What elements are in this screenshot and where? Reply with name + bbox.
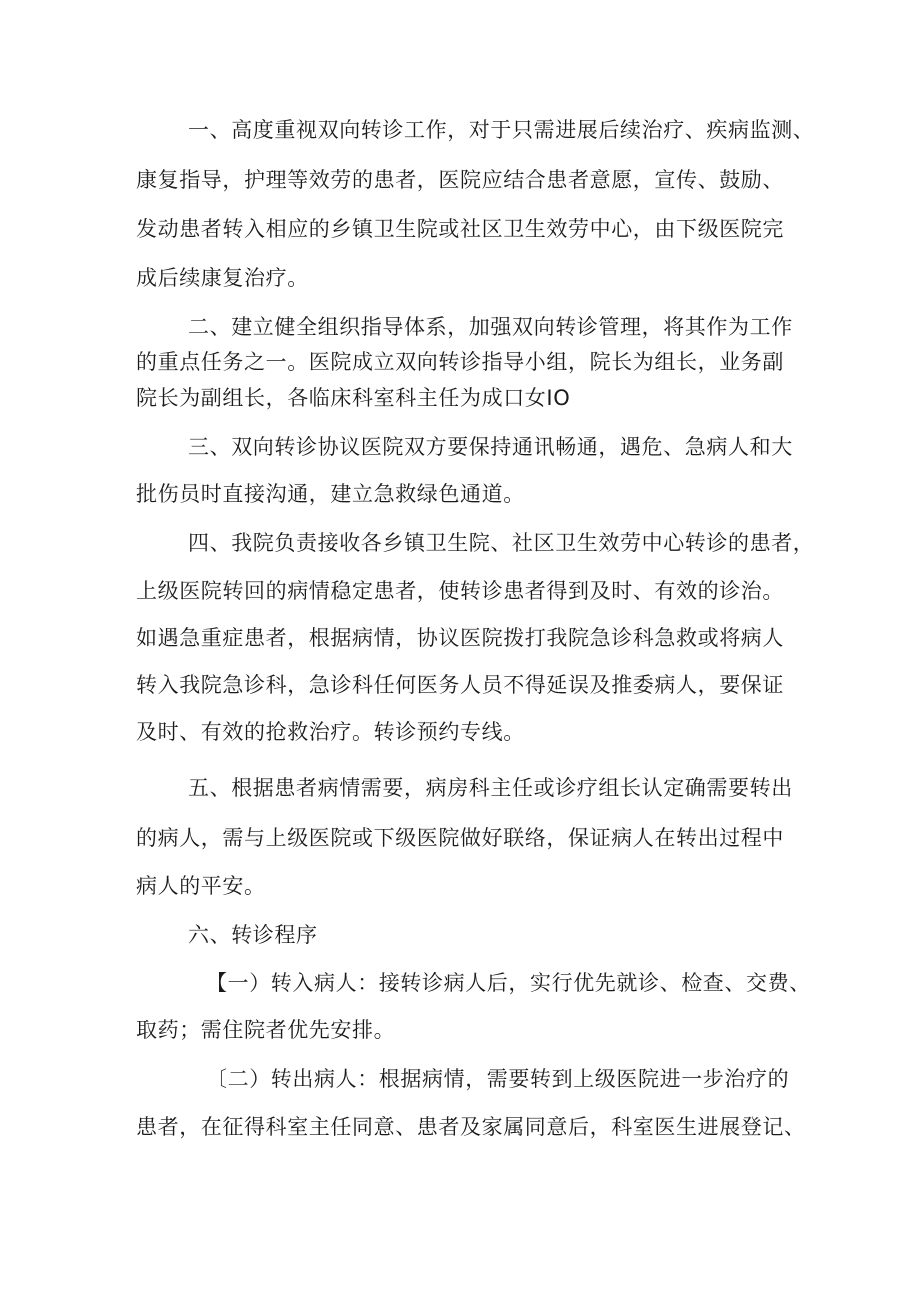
text-line: 病人的平安。 — [136, 874, 266, 898]
text-line: 上级医院转回的病情稳定患者，使转诊患者得到及时、有效的诊治。 — [136, 579, 784, 603]
text-line: 四、我院负责接收各乡镇卫生院、社区卫生效劳中心转诊的患者， — [188, 531, 815, 555]
text-line: 一、高度重视双向转诊工作，对于只需进展后续治疗、疾病监测、 — [188, 118, 815, 142]
text-line: 康复指导，护理等效劳的患者，医院应结合患者意愿，宣传、鼓励、 — [136, 168, 784, 192]
text-line: 取药；需住院者优先安排。 — [136, 1018, 396, 1042]
text-line: 如遇急重症患者，根据病情，协议医院拨打我院急诊科急救或将病人 — [136, 626, 784, 650]
text-line: 的重点任务之一。医院成立双向转诊指导小组，院长为组长，业务副 — [136, 350, 784, 374]
text-line: 及时、有效的抢救治疗。转诊预约专线。 — [136, 720, 525, 744]
text-line: 成后续康复治疗。 — [136, 266, 309, 290]
text-line: 【一）转入病人：接转诊病人后，实行优先就诊、检查、交费、 — [206, 971, 811, 995]
text-line: 五、根据患者病情需要，病房科主任或诊疗组长认定确需要转出 — [188, 776, 793, 800]
text-line: 三、双向转诊协议医院双方要保持通讯畅通，遇危、急病人和大 — [188, 435, 793, 459]
text-line: 院长为副组长，各临床科室科主任为成口女IO — [136, 386, 571, 410]
text-line: 转入我院急诊科，急诊科任何医务人员不得延误及推委病人，要保证 — [136, 673, 784, 697]
text-line: 的病人，需与上级医院或下级医院做好联络，保证病人在转出过程中 — [136, 826, 784, 850]
text-line: 二、建立健全组织指导体系，加强双向转诊管理，将其作为工作 — [188, 315, 793, 339]
text-line: 患者，在征得科室主任同意、患者及家属同意后，科室医生进展登记、 — [136, 1115, 806, 1139]
section-heading: 六、转诊程序 — [188, 923, 318, 947]
text-line: 发动患者转入相应的乡镇卫生院或社区卫生效劳中心，由下级医院完 — [136, 217, 784, 241]
text-line: 批伤员时直接沟通，建立急救绿色通道。 — [136, 482, 525, 506]
text-line: 〔二）转出病人：根据病情，需要转到上级医院进一步治疗的 — [206, 1067, 790, 1091]
